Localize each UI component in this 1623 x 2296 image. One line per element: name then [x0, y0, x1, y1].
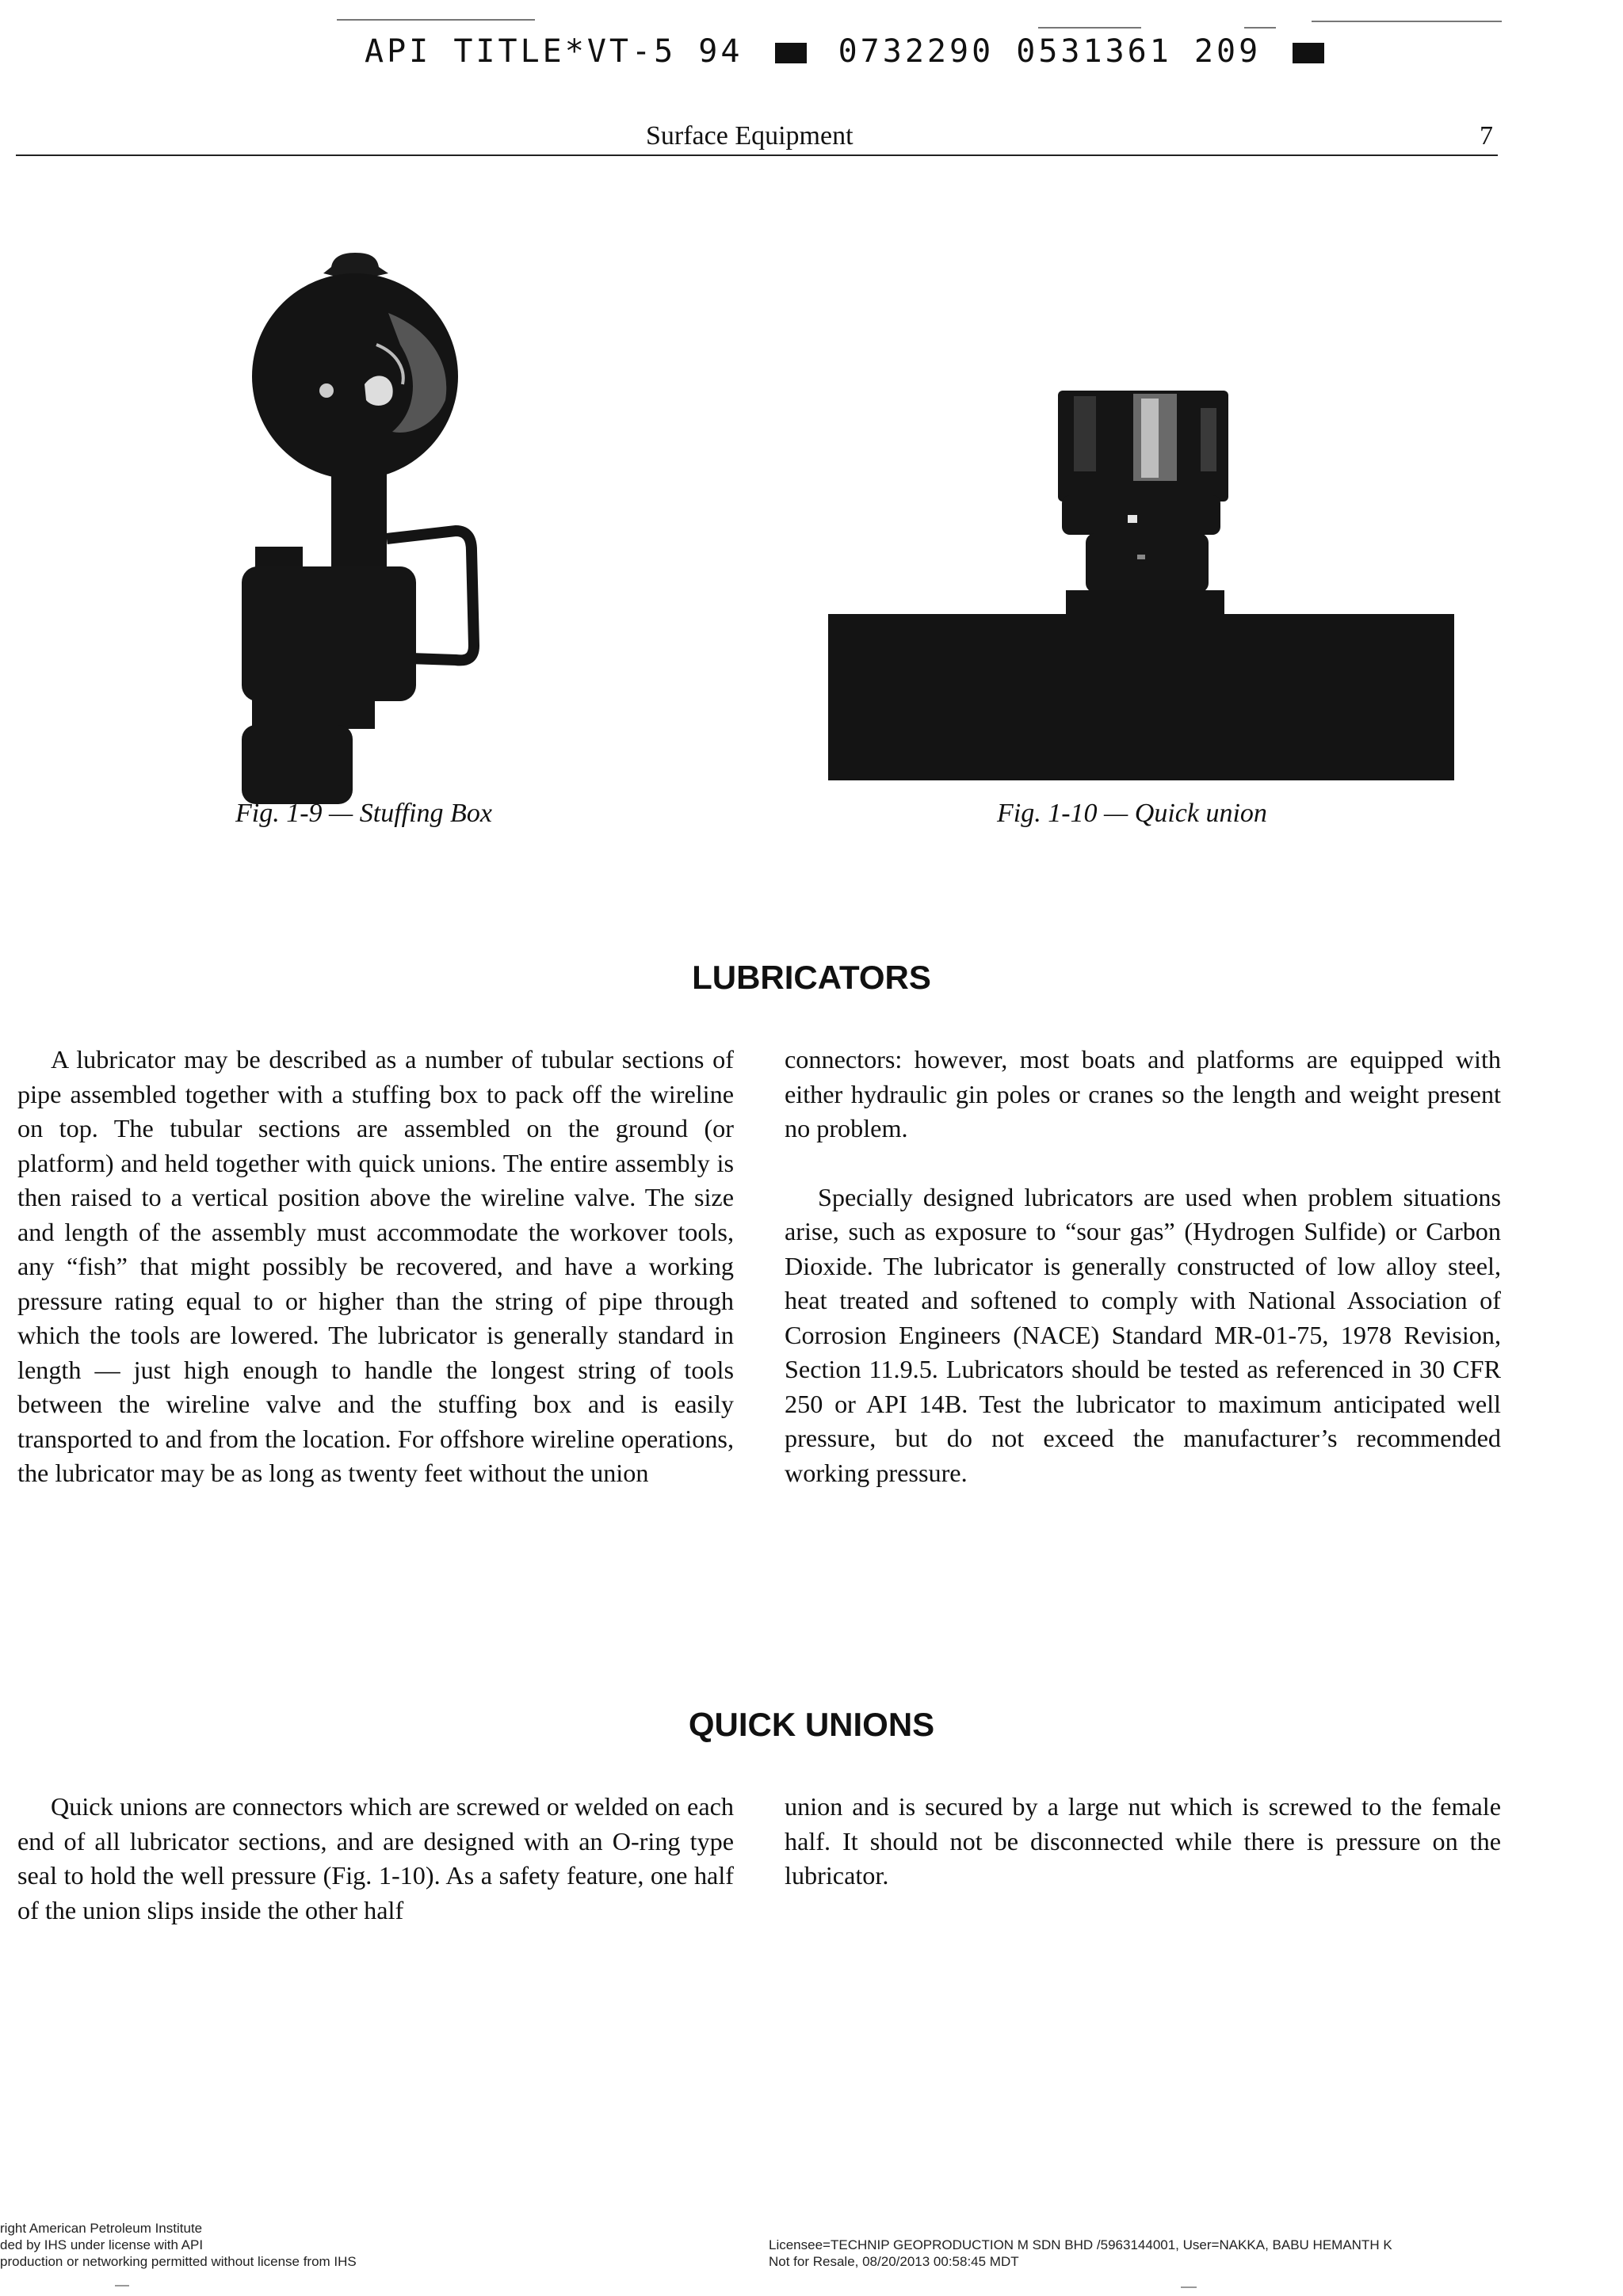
footer-line: production or networking permitted without license from IHS [0, 2254, 357, 2269]
body-paragraph: Quick unions are connectors which are screwed or welded on each end of all lubricator sections, and are designed with an O-ring type seal to hold the well pressure (Fig. 1-10). As a safety feature, one half of the union slips inside the other half [17, 1792, 734, 1924]
section-heading: QUICK UNIONS [688, 1706, 935, 1743]
header-rule [16, 154, 1498, 156]
body-paragraph: union and is secured by a large nut which is screwed to the female half. It should not be disconnected while there is pressure on the lubricator. [785, 1792, 1501, 1890]
scan-artifact-line [1244, 27, 1276, 29]
quick-union-photo [828, 376, 1454, 780]
footer-line: right American Petroleum Institute [0, 2221, 203, 2236]
footer-line: Not for Resale, 08/20/2013 00:58:45 MDT [769, 2254, 1019, 2269]
running-title: Surface Equipment [646, 121, 854, 151]
scan-artifact-line [115, 2285, 129, 2286]
scan-artifact-line [1038, 27, 1141, 29]
document-code-part2: 0732290 0531361 209 [838, 33, 1262, 70]
body-paragraph: connectors: however, most boats and platforms are equipped with either hydraulic gin poles or cranes so the length and weight present no problem. [785, 1045, 1501, 1142]
body-column-left [17, 1790, 734, 1928]
scan-artifact-line [337, 19, 535, 21]
scan-artifact-line [1181, 2286, 1197, 2288]
document-code-part1: API TITLE*VT-5 94 [365, 33, 743, 70]
body-paragraph: A lubricator may be described as a number of tubular sections of pipe assembled together with a stuffing box to pack off the wireline on top. The tubular sections are assembled on the ground (or platform) and held together with quick unions. The entire assembly is then raised to a vertical position above the wireline valve. The size and length of the assembly must accommodate the workover tools, any “fish” that might possibly be recovered, and have a working pressure rating equal to or higher than the string of pipe through which the tools are lowered. The lubricator is generally standard in length — just high enough to handle the longest string of tools between the wireline valve and the stuffing box and is easily transported to and from the location. For offshore wireline operations, the lubricator may be as long as twenty feet without the union [17, 1045, 734, 1487]
footer-line: Licensee=TECHNIP GEOPRODUCTION M SDN BHD /5963144001, User=NAKKA, BABU HEMANTH K [769, 2237, 1392, 2252]
footer-line: ded by IHS under license with API [0, 2237, 204, 2252]
figure-caption: Fig. 1-9 — Stuffing Box [235, 799, 492, 828]
page-number: 7 [1480, 121, 1493, 151]
scan-artifact-line [1312, 21, 1502, 22]
footer-license [769, 2237, 1392, 2270]
footer-copyright [0, 2220, 357, 2270]
stuffing-box-photo [238, 250, 491, 804]
body-column-right [785, 1043, 1501, 1490]
document-code-header [365, 33, 1334, 70]
black-block-mark [1293, 43, 1324, 63]
black-block-mark [775, 43, 807, 63]
body-column-right [785, 1790, 1501, 1894]
section-heading: LUBRICATORS [692, 959, 931, 996]
figure-caption: Fig. 1-10 — Quick union [997, 799, 1267, 828]
body-paragraph: Specially designed lubricators are used when problem situations arise, such as exposure to “sour gas” (Hydrogen Sulfide) or Carbon Dioxide. The lubricator is generally constructed of low alloy steel, heat treated and softened to comply with National Association of Corrosion Engineers (NACE) Standard MR-01-75, 1978 Revision, Section 11.9.5. Lubricators should be tested as referenced in 30 CFR 250 or API 14B. Test the lubricator to maximum anticipated well pressure, but do not exceed the manufacturer’s recommended working pressure. [785, 1182, 1501, 1487]
body-column-left [17, 1043, 734, 1491]
